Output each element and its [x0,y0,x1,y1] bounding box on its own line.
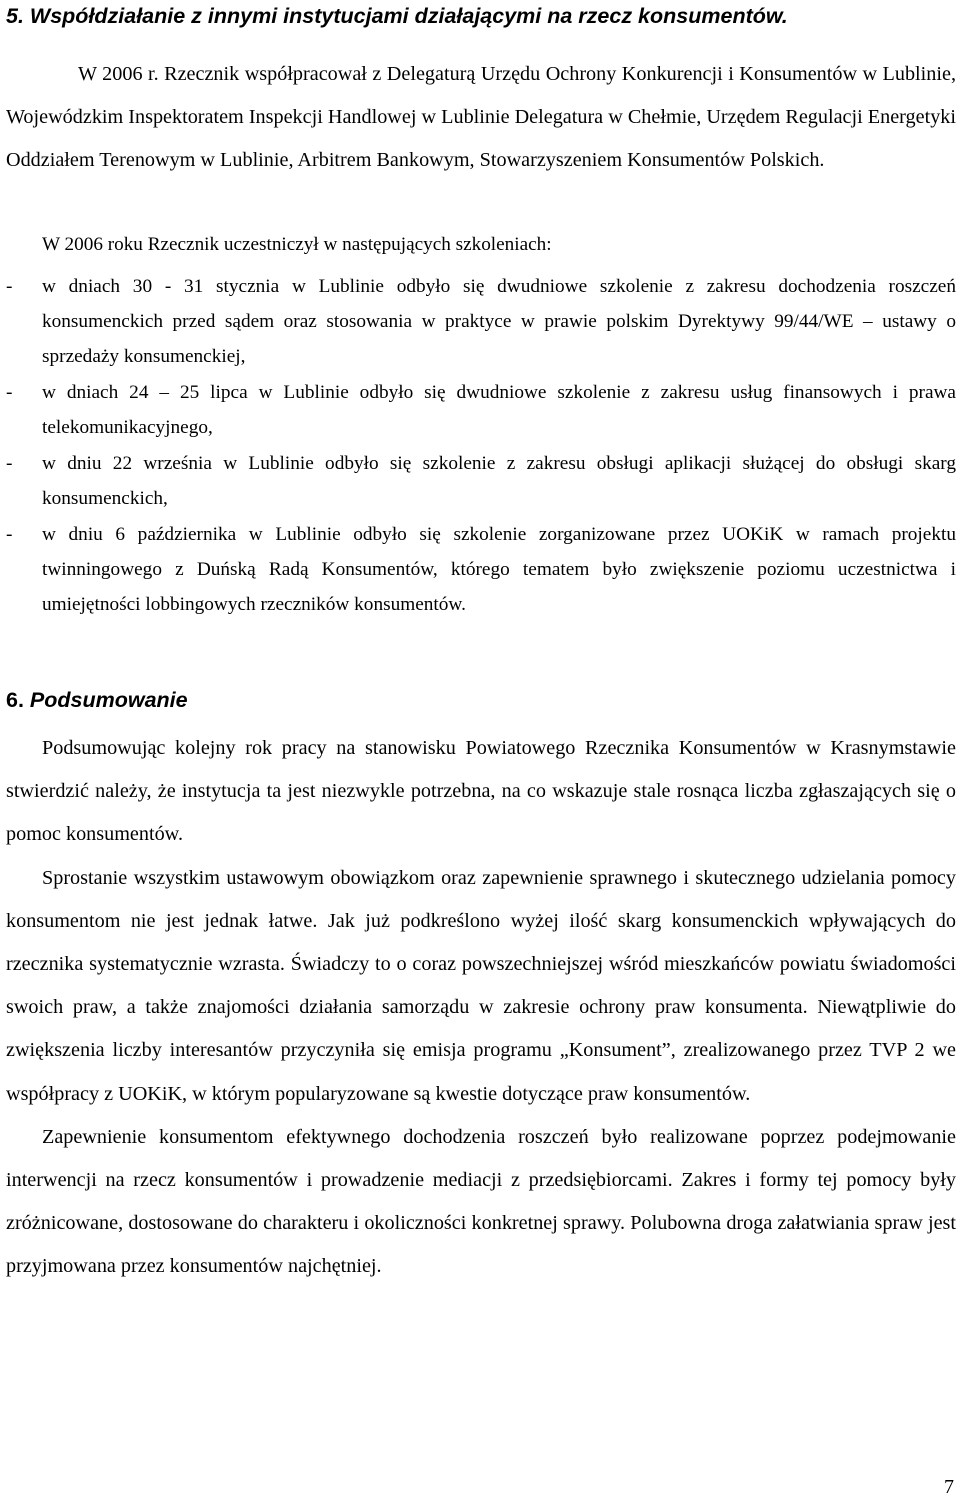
section-5-paragraph-1: W 2006 r. Rzecznik współpracował z Delegaturą Urzędu Ochrony Konkurencji i Konsumentów w Lublinie, Wojewódzkim Inspektoratem Inspekcji Handlowej w Lublinie Delegatura w Chełmie, Urzędem Regulacji Energetyki Oddziałem Terenowym w Lublinie, Arbitrem Bankowym, Stowarzyszeniem Konsumentów Polskich. [6,63,956,172]
section-6-title: Podsumowanie [29,688,188,712]
list-item [6,447,956,517]
section-6-heading [6,688,188,713]
list-dash: - [6,524,13,546]
list-item-text: w dniach 24 – 25 lipca w Lublinie odbyło się dwudniowe szkolenie z zakresu usług finansowych i prawa telekomunikacyjnego, [42,381,956,438]
section-6-number: 6. [6,688,24,712]
section-5-paragraph-2: W 2006 roku Rzecznik uczestniczył w następujących szkoleniach: [42,234,552,255]
list-item-text: w dniach 30 - 31 stycznia w Lublinie odbyło się dwudniowe szkolenie z zakresu dochodzenia roszczeń konsumenckich przed sądem oraz stosowania w praktyce w prawie polskim Dyrektywy 99/44/WE – ustawy o sprzedaży konsumenckiej, [42,276,956,367]
list-item [6,518,956,622]
training-list [6,270,956,624]
summary-paragraph-3: Zapewnienie konsumentom efektywnego dochodzenia roszczeń było realizowane poprzez podejmowanie interwencji na rzecz konsumentów i prowadzenie mediacji z przedsiębiorcami. Zakres i formy tej pomocy były zróżnicowane, dostosowane do charakteru i okoliczności konkretnej sprawy. Polubowna droga załatwiania spraw jest przyjmowana przez konsumentów najchętniej. [6,1125,956,1278]
list-dash: - [6,276,13,297]
list-item-text: w dniu 6 października w Lublinie odbyło się szkolenie zorganizowane przez UOKiK w ramach projektu twinningowego z Duńską Radą Konsumentów, którego tematem było zwiększenie poziomu uczestnictwa i umiejętności lobbingowych rzeczników konsumentów. [42,524,956,615]
summary-paragraph-1: Podsumowując kolejny rok pracy na stanowisku Powiatowego Rzecznika Konsumentów w Krasnymstawie stwierdzić należy, że instytucja ta jest niezwykle potrzebna, na co wskazuje stale rosnąca liczba zgłaszających się o pomoc konsumentów. [6,737,956,846]
list-item [6,376,956,446]
section-5-heading: 5. Współdziałanie z innymi instytucjami działającymi na rzecz konsumentów. [6,4,788,28]
list-item [6,270,956,374]
page-number: 7 [944,1476,954,1498]
list-item-text: w dniu 22 września w Lublinie odbyło się szkolenie z zakresu obsługi aplikacji służącej do obsługi skarg konsumenckich, [42,453,956,509]
summary-paragraph-2: Sprostanie wszystkim ustawowym obowiązkom oraz zapewnienie sprawnego i skutecznego udzielania pomocy konsumentom nie jest jednak łatwe. Jak już podkreślono wyżej ilość skarg konsumenckich wpływających do rzecznika systematycznie wzrasta. Świadczy to o coraz powszechniejszej wśród mieszkańców powiatu świadomości swoich praw, a także znajomości działania samorządu w zakresie ochrony praw konsumenta. Niewątpliwie do zwiększenia liczby interesantów przyczyniła się emisja programu „Konsument”, zrealizowanego przez TVP 2 we współpracy z UOKiK, w którym popularyzowane są kwestie dotyczące praw konsumentów. [6,866,956,1105]
summary-body [6,727,956,1289]
list-dash: - [6,381,13,403]
list-dash: - [6,453,13,475]
